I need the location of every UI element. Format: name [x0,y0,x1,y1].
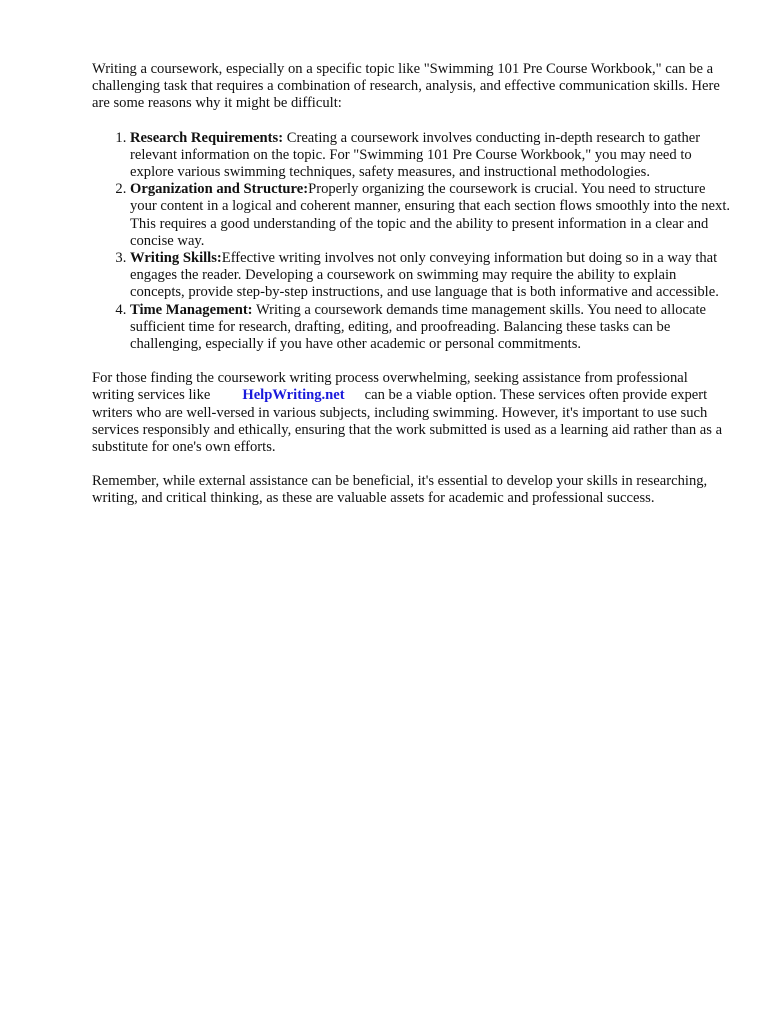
list-item-text: Properly organizing the coursework is crucial. You need to structure your content in a logical and coherent manner, ensuring that each section flows smoothly into the next. This requires a good understanding of the topic and the ability to present information in a clear and concise way. [130,181,731,249]
reasons-list [92,130,732,354]
list-item [130,302,732,354]
list-item-title: Writing Skills: [130,250,222,267]
helpwriting-link[interactable]: HelpWriting.net [242,387,345,404]
list-item-text: Effective writing involves not only conveying information but doing so in a way that engages the reader. Developing a coursework on swimming may require the ability to explain concepts, provide step-by-step instructions, and use language that is both informative and accessible. [130,250,719,301]
list-item [130,130,732,182]
closing-paragraph: Remember, while external assistance can be beneficial, it's essential to develop your skills in researching, writing, and critical thinking, as these are valuable assets for academic and professional success. [92,473,708,507]
list-item-title: Research Requirements: [130,129,284,146]
list-item-title: Organization and Structure: [130,181,309,198]
list-item [130,250,732,302]
intro-paragraph: Writing a coursework, especially on a specific topic like "Swimming 101 Pre Course Workbook," can be a challenging task that requires a combination of research, analysis, and effective communication skills. Here are some reasons why it might be difficult: [92,61,720,112]
list-item-text: Writing a coursework demands time management skills. You need to allocate sufficient time for research, drafting, editing, and proofreading. Balancing these tasks can be challenging, especially if you have other academic or personal commitments. [130,301,707,353]
assistance-text-before: For those finding the coursework writing process overwhelming, seeking assistance from professional writing services like [92,370,688,404]
list-item [130,181,732,250]
assistance-text-after: can be a viable option. These services often provide expert writers who are well-versed in various subjects, including swimming. However, it's important to use such services responsibly and ethically, ensuring that the work submitted is used as a learning aid rather than as a substitute for one's own efforts. [92,387,723,456]
document-page [92,61,732,508]
assistance-paragraph [92,370,732,456]
list-item-title: Time Management: [130,301,253,318]
list-item-text: Creating a coursework involves conducting in-depth research to gather relevant information on the topic. For "Swimming 101 Pre Course Workbook," you may need to explore various swimming techniques, safety measures, and instructional methodologies. [130,129,701,181]
